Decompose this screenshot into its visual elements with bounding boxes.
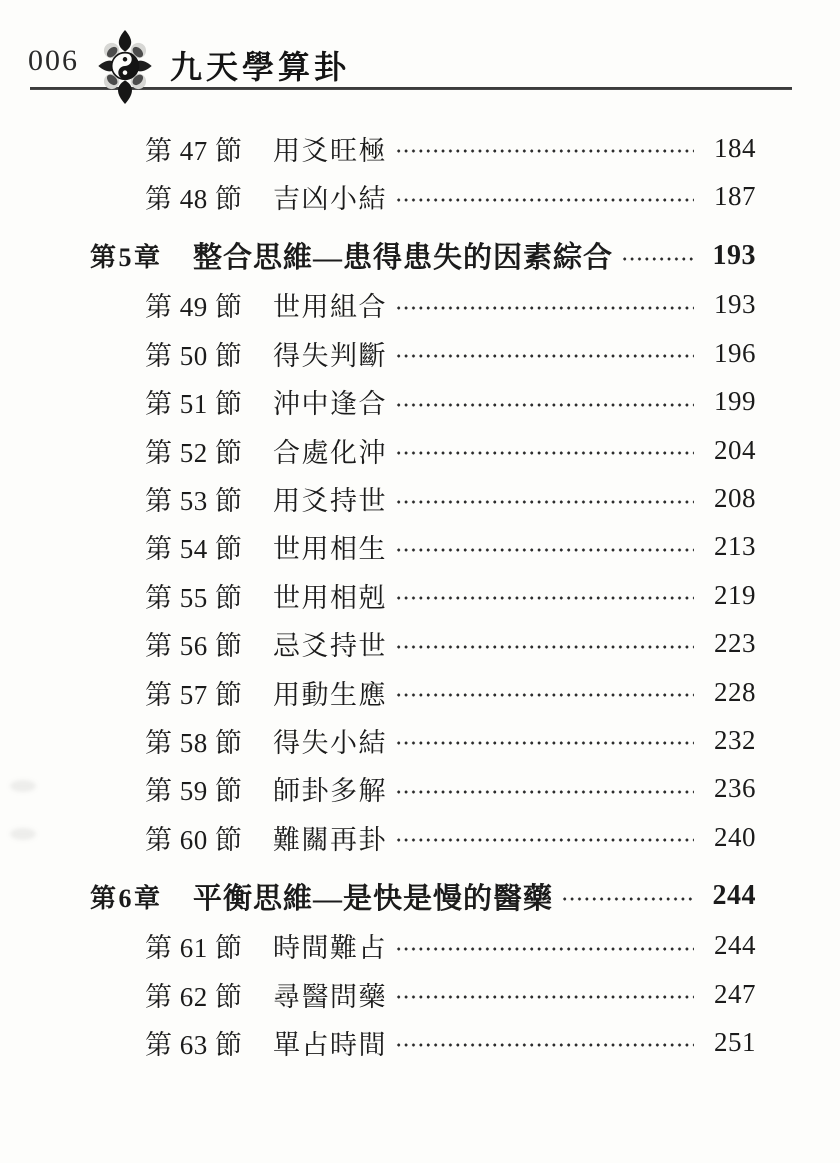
toc-entry-title: 尋醫問藥 xyxy=(273,981,387,1012)
toc-entry-title: 得失小結 xyxy=(273,727,387,758)
toc-entry-label: 第 63 節 xyxy=(145,1029,243,1060)
toc-entry xyxy=(145,620,756,668)
toc-entry-title: 師卦多解 xyxy=(273,776,387,807)
toc-entry-label: 第 59 節 xyxy=(145,776,243,807)
toc-entry-label: 第 48 節 xyxy=(145,184,243,215)
toc-entry xyxy=(145,571,756,619)
table-of-contents xyxy=(0,124,840,1067)
dot-leader xyxy=(395,692,694,698)
toc-entry-page-number: 236 xyxy=(714,773,756,804)
toc-entry-page-number: 196 xyxy=(714,337,756,368)
toc-entry-page-number: 219 xyxy=(714,579,756,610)
toc-chapter-entry xyxy=(90,871,756,921)
toc-entry-label: 第 50 節 xyxy=(145,340,243,371)
toc-entry xyxy=(145,765,756,813)
taiji-lotus-icon xyxy=(93,28,157,106)
dot-leader xyxy=(395,353,694,359)
toc-entry-label: 第 61 節 xyxy=(145,933,243,964)
toc-entry-page-number: 244 xyxy=(714,930,756,961)
toc-entry-title: 世用相剋 xyxy=(273,582,387,613)
toc-entry-page-number: 240 xyxy=(714,821,756,852)
toc-entry xyxy=(145,970,756,1018)
toc-entry xyxy=(145,813,756,861)
toc-entry xyxy=(145,474,756,522)
toc-entry-title: 單占時間 xyxy=(273,1029,387,1060)
toc-entry-label: 第 56 節 xyxy=(145,631,243,662)
dot-leader xyxy=(395,197,694,203)
toc-entry-label: 第 52 節 xyxy=(145,437,243,468)
toc-entry-title: 難關再卦 xyxy=(273,824,387,855)
toc-entry-label: 第 54 節 xyxy=(145,534,243,565)
toc-entry-title: 得失判斷 xyxy=(273,340,387,371)
dot-leader xyxy=(395,547,694,553)
toc-entry-page-number: 199 xyxy=(714,386,756,417)
toc-entry-label: 第 60 節 xyxy=(145,824,243,855)
dot-leader xyxy=(621,256,694,262)
dot-leader xyxy=(561,896,694,902)
toc-entry-title: 時間難占 xyxy=(273,933,387,964)
toc-entry-page-number: 193 xyxy=(712,239,756,271)
dot-leader xyxy=(395,402,694,408)
scan-artifact xyxy=(10,780,36,792)
dot-leader xyxy=(395,994,694,1000)
toc-entry xyxy=(145,124,756,172)
toc-entry-title: 用動生應 xyxy=(273,679,387,710)
dot-leader xyxy=(395,740,694,746)
toc-entry-page-number: 244 xyxy=(712,880,756,912)
dot-leader xyxy=(395,789,694,795)
book-title: 九天學算卦 xyxy=(170,49,351,85)
dot-leader xyxy=(395,837,694,843)
toc-entry-title: 吉凶小結 xyxy=(273,184,387,215)
toc-entry-label: 第 47 節 xyxy=(145,135,243,166)
toc-entry-title: 用爻持世 xyxy=(273,486,387,517)
folio-page-number: 006 xyxy=(28,44,79,77)
dot-leader xyxy=(395,595,694,601)
toc-entry xyxy=(145,921,756,969)
toc-entry-page-number: 184 xyxy=(714,132,756,163)
toc-entry-page-number: 187 xyxy=(714,181,756,212)
toc-entry-label: 第 62 節 xyxy=(145,981,243,1012)
toc-entry-page-number: 213 xyxy=(714,531,756,562)
dot-leader xyxy=(395,499,694,505)
toc-entry-label: 第 57 節 xyxy=(145,679,243,710)
toc-entry-page-number: 228 xyxy=(714,676,756,707)
scan-artifact xyxy=(10,828,36,840)
toc-entry-title: 合處化沖 xyxy=(273,437,387,468)
toc-entry-page-number: 223 xyxy=(714,628,756,659)
dot-leader xyxy=(395,305,694,311)
toc-entry-title: 平衡思維—是快是慢的醫藥 xyxy=(193,882,554,915)
dot-leader xyxy=(395,148,694,154)
page-header xyxy=(0,0,840,118)
toc-entry xyxy=(145,523,756,571)
dot-leader xyxy=(395,644,694,650)
dot-leader xyxy=(395,946,694,952)
toc-entry-page-number: 204 xyxy=(714,434,756,465)
toc-entry-label: 第 58 節 xyxy=(145,727,243,758)
toc-entry xyxy=(145,281,756,329)
toc-entry xyxy=(145,329,756,377)
dot-leader xyxy=(395,1042,694,1048)
toc-entry xyxy=(145,378,756,426)
toc-entry xyxy=(145,716,756,764)
toc-entry-title: 世用相生 xyxy=(273,534,387,565)
toc-entry xyxy=(145,426,756,474)
dot-leader xyxy=(395,450,694,456)
toc-entry-page-number: 251 xyxy=(714,1026,756,1057)
toc-entry xyxy=(145,1018,756,1066)
toc-entry-page-number: 193 xyxy=(714,289,756,320)
toc-entry-page-number: 247 xyxy=(714,978,756,1009)
toc-entry-title: 用爻旺極 xyxy=(273,135,387,166)
toc-entry-label: 第 55 節 xyxy=(145,582,243,613)
toc-entry-label: 第 5 章 xyxy=(90,243,161,273)
toc-entry-label: 第 51 節 xyxy=(145,389,243,420)
toc-chapter-entry xyxy=(90,231,756,281)
toc-entry-title: 忌爻持世 xyxy=(273,631,387,662)
toc-entry-title: 整合思維—患得患失的因素綜合 xyxy=(193,242,614,275)
toc-entry-label: 第 6 章 xyxy=(90,883,161,913)
toc-entry-label: 第 53 節 xyxy=(145,486,243,517)
toc-entry-label: 第 49 節 xyxy=(145,292,243,323)
toc-entry xyxy=(145,668,756,716)
toc-entry-title: 沖中逢合 xyxy=(273,389,387,420)
toc-entry-page-number: 208 xyxy=(714,483,756,514)
toc-entry-page-number: 232 xyxy=(714,724,756,755)
toc-entry xyxy=(145,172,756,220)
toc-entry-title: 世用組合 xyxy=(273,292,387,323)
